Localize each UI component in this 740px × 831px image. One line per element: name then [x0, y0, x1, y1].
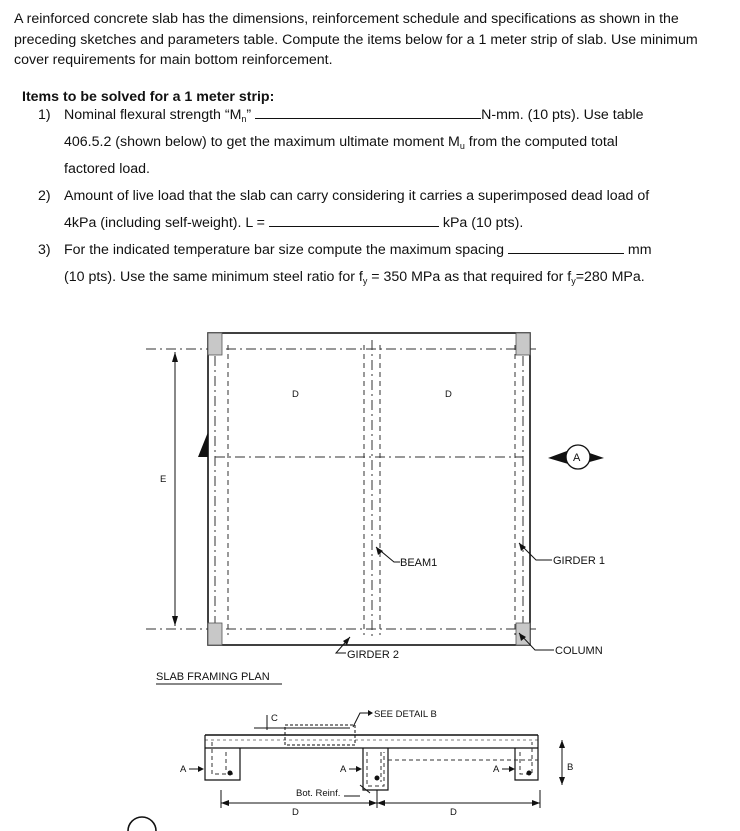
item-number: 2) [38, 188, 51, 204]
column-label: COLUMN [555, 645, 603, 657]
item-1-line-1: Nominal flexural strength “$M_n$” N-mm. (10 pts). Use table [64, 107, 644, 124]
section-a3-label: A [493, 764, 500, 775]
dim-d-left-label: D [292, 389, 299, 400]
beam1-label: BEAM1 [400, 557, 438, 569]
section-d1-label: D [292, 807, 299, 818]
see-detail-b-label: SEE DETAIL B [374, 709, 437, 720]
item-2-line-2: 4kPa (including self-weight). L = kPa (10 pts). [64, 215, 524, 231]
item-3-line-2: (10 pts). Use the same minimum steel ratio for $f_y = 350$ MPa as that required for $f_y=280$ MPa. [64, 269, 645, 286]
section-a2-label: A [340, 764, 347, 775]
item-number: 3) [38, 242, 51, 258]
section-marker-left [198, 432, 208, 457]
girder1-label: GIRDER 1 [553, 555, 605, 567]
item-1-line-3: factored load. [64, 161, 150, 177]
item-number: 1) [38, 107, 51, 123]
section-marker-a-label: A [573, 452, 581, 464]
section-d2-label: D [450, 807, 457, 818]
dim-e-label: E [160, 474, 167, 485]
section-a1-label: A [180, 764, 187, 775]
plan-title: SLAB FRAMING PLAN [156, 671, 270, 683]
item-3-line-1: For the indicated temperature bar size compute the maximum spacing mm [64, 242, 652, 258]
item-2-line-1: Amount of live load that the slab can carry considering it carries a superimposed dead load of [64, 188, 650, 204]
section-b-label: B [567, 762, 574, 773]
slab-section [128, 709, 573, 831]
intro-paragraph: A reinforced concrete slab has the dimensions, reinforcement schedule and specifications as shown in the preceding sketches and parameters table. Compute the items below for a 1 meter strip of slab. Use minimum cover requirements for main bottom reinforcement. [14, 11, 698, 68]
item-1-line-2: 406.5.2 (shown below) to get the maximum ultimate moment $M_u$ from the computed total [64, 134, 618, 151]
bot-reinf-label: Bot. Reinf. [296, 788, 341, 799]
section-c-label: C [271, 713, 278, 724]
slab-framing-plan [146, 333, 605, 684]
dim-d-right-label: D [445, 389, 452, 400]
girder2-label: GIRDER 2 [347, 649, 399, 661]
items-title: Items to be solved for a 1 meter strip: [22, 89, 275, 105]
